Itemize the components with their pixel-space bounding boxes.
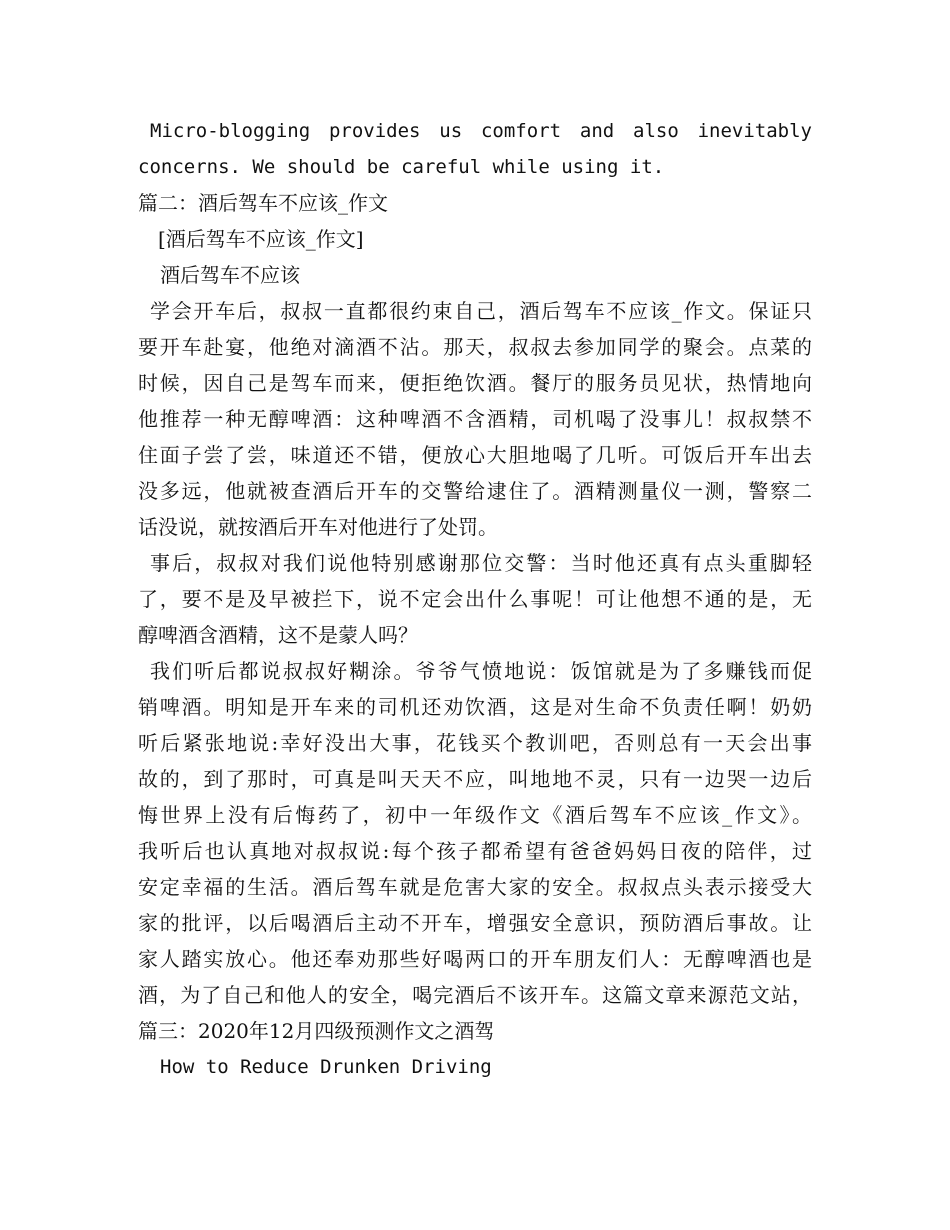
document-page <box>138 113 812 1085</box>
paragraph-line: 酒，为了自己和他人的安全，喝完酒后不该开车。这篇文章来源范文站， <box>138 983 812 1007</box>
paragraph-line: 醇啤酒含酒精，这不是蒙人吗？ <box>138 623 418 647</box>
section-heading: 篇二：酒后驾车不应该_作文 <box>138 191 388 215</box>
paragraph-line: 悔世界上没有后悔药了，初中一年级作文《酒后驾车不应该_作文》。 <box>138 803 812 827</box>
paragraph-line: 销啤酒。明知是开车来的司机还劝饮酒，这是对生命不负责任啊！奶奶 <box>138 695 812 719</box>
paragraph-line: 家的批评，以后喝酒后主动不开车，增强安全意识，预防酒后事故。让 <box>138 911 812 935</box>
paragraph-line: 他推荐一种无醇啤酒：这种啤酒不含酒精，司机喝了没事儿！叔叔禁不 <box>138 407 812 431</box>
paragraph-line: 住面子尝了尝，味道还不错，便放心大胆地喝了几听。可饭后开车出去 <box>138 443 812 467</box>
paragraph-line: Micro-blogging provides us comfort and also inevitably <box>150 120 812 142</box>
section-heading: 篇三：2020年12月四级预测作文之酒驾 <box>138 1019 495 1043</box>
paragraph-line: 学会开车后，叔叔一直都很约束自己，酒后驾车不应该_作文。保证只 <box>150 299 812 323</box>
paragraph-line: 没多远，他就被查酒后开车的交警给逮住了。酒精测量仪一测，警察二 <box>138 479 812 503</box>
paragraph-line: 要开车赴宴，他绝对滴酒不沾。那天，叔叔去参加同学的聚会。点菜的 <box>138 335 812 359</box>
article-tag: [酒后驾车不应该_作文] <box>158 227 364 251</box>
paragraph-line: 我听后也认真地对叔叔说:每个孩子都希望有爸爸妈妈日夜的陪伴，过 <box>138 839 812 863</box>
paragraph-line: 安定幸福的生活。酒后驾车就是危害大家的安全。叔叔点头表示接受大 <box>138 875 812 899</box>
paragraph-line: 了，要不是及早被拦下，说不定会出什么事呢！可让他想不通的是，无 <box>138 587 812 611</box>
paragraph-line: 时候，因自己是驾车而来，便拒绝饮酒。餐厅的服务员见状，热情地向 <box>138 371 812 395</box>
paragraph-line: 听后紧张地说:幸好没出大事，花钱买个教训吧，否则总有一天会出事 <box>138 731 812 755</box>
paragraph-line: concerns. We should be careful while using it. <box>138 156 665 178</box>
article-title: 酒后驾车不应该 <box>160 263 300 287</box>
paragraph-line: 故的，到了那时，可真是叫天天不应，叫地地不灵，只有一边哭一边后 <box>138 767 812 791</box>
paragraph-line: 家人踏实放心。他还奉劝那些好喝两口的开车朋友们人：无醇啤酒也是 <box>138 947 812 971</box>
paragraph-line: 事后，叔叔对我们说他特别感谢那位交警：当时他还真有点头重脚轻 <box>150 551 812 575</box>
paragraph-line: 话没说，就按酒后开车对他进行了处罚。 <box>138 515 498 539</box>
english-essay-title: How to Reduce Drunken Driving <box>160 1056 492 1078</box>
paragraph-line: 我们听后都说叔叔好糊涂。爷爷气愤地说：饭馆就是为了多赚钱而促 <box>150 659 812 683</box>
